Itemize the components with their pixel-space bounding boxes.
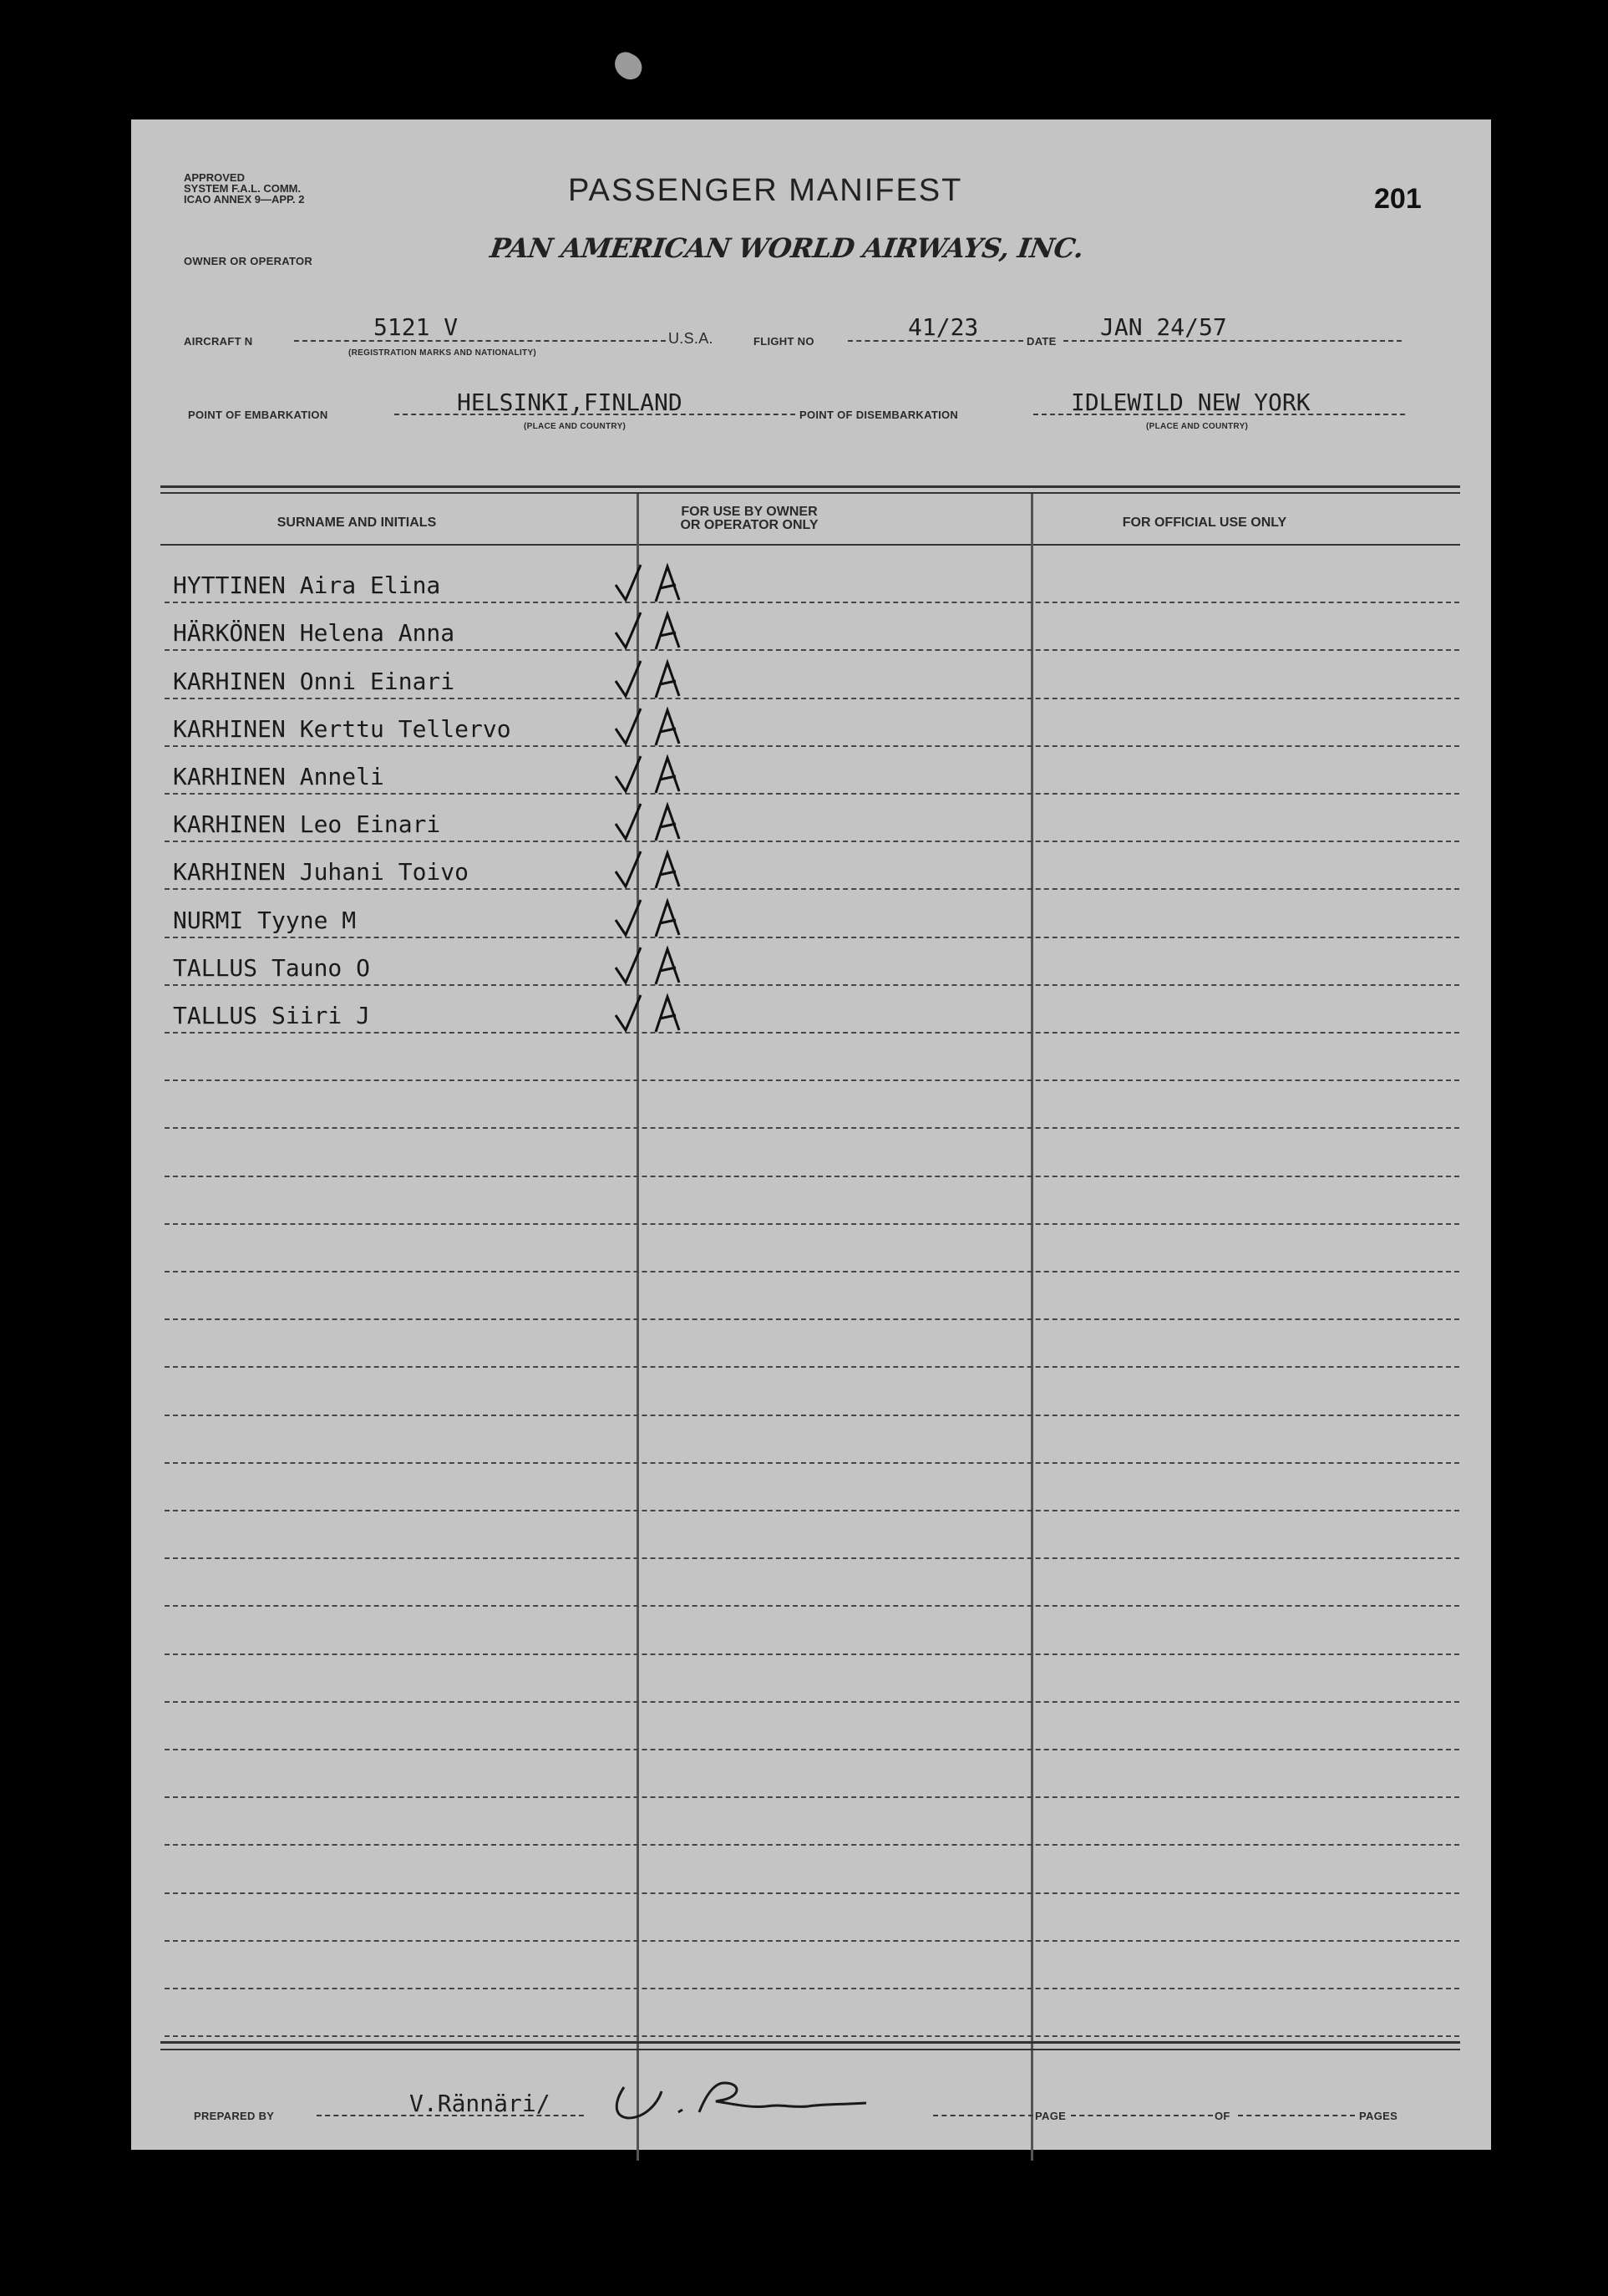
date-label: DATE: [1027, 335, 1057, 348]
embarkation-label: POINT OF EMBARKATION: [188, 409, 328, 421]
of-label: OF: [1215, 2110, 1230, 2122]
passenger-name: KARHINEN Anneli: [173, 763, 384, 790]
signature: [599, 2066, 875, 2129]
table-bottom-rule: [160, 2041, 1460, 2044]
table-row-line: [165, 1557, 1459, 1559]
table-row-line: [165, 1415, 1459, 1416]
pages-label: PAGES: [1359, 2110, 1398, 2122]
col-owner-header-1: FOR USE BY OWNER: [681, 505, 818, 519]
check-mark-icon: [607, 799, 699, 846]
table-row-line: [165, 1796, 1459, 1798]
check-mark-icon: [607, 990, 699, 1037]
passenger-name: TALLUS Tauno O: [173, 954, 371, 982]
owner-label: OWNER OR OPERATOR: [184, 255, 313, 267]
passenger-name: NURMI Tyyne M: [173, 907, 357, 934]
page-label: PAGE: [1035, 2110, 1067, 2122]
ink-blot: [610, 48, 646, 84]
flight-label: FLIGHT NO: [753, 335, 814, 348]
passenger-name: KARHINEN Juhani Toivo: [173, 858, 469, 886]
table-row-line: [165, 1844, 1459, 1846]
header-rule: [160, 544, 1460, 546]
table-row-line: [165, 1176, 1459, 1177]
company-name: PAN AMERICAN WORLD AIRWAYS, INC.: [488, 232, 1086, 264]
table-row-line: [165, 1749, 1459, 1750]
aircraft-label: AIRCRAFT N: [184, 335, 253, 348]
col-official-header: FOR OFFICIAL USE ONLY: [1122, 516, 1287, 530]
table-row-line: [165, 1271, 1459, 1272]
approved-line: APPROVED: [184, 171, 245, 184]
of-line: [1071, 2115, 1213, 2116]
prepared-label: PREPARED BY: [194, 2110, 275, 2122]
table-row-line: [165, 1032, 1459, 1034]
approval-stamp: [184, 172, 305, 205]
disembarkation-label: POINT OF DISEMBARKATION: [799, 409, 959, 421]
table-top-rule: [160, 485, 1460, 488]
table-row-line: [165, 1079, 1459, 1081]
approved-line: ICAO ANNEX 9—APP. 2: [184, 193, 305, 206]
passenger-name: HYTTINEN Aira Elina: [173, 571, 441, 599]
usa-label: U.S.A.: [668, 330, 713, 347]
table-row-line: [165, 1940, 1459, 1942]
passenger-name: KARHINEN Onni Einari: [173, 668, 455, 695]
passenger-name: KARHINEN Kerttu Tellervo: [173, 715, 511, 743]
table-row-line: [165, 1605, 1459, 1607]
table-row-line: [165, 698, 1459, 699]
table-row-line: [165, 1988, 1459, 1989]
table-row-line: [165, 841, 1459, 842]
check-mark-icon: [607, 656, 699, 703]
table-row-line: [165, 1653, 1459, 1655]
page-line: [933, 2115, 1033, 2116]
table-row-line: [165, 745, 1459, 747]
date-value: JAN 24/57: [1100, 313, 1227, 341]
check-mark-icon: [607, 895, 699, 942]
table-row-line: [165, 1318, 1459, 1320]
check-mark-icon: [607, 607, 699, 654]
passenger-name: KARHINEN Leo Einari: [173, 810, 441, 838]
passenger-name: HÄRKÖNEN Helena Anna: [173, 619, 455, 647]
check-mark-icon: [607, 942, 699, 989]
table-row-line: [165, 1462, 1459, 1464]
table-row-line: [165, 937, 1459, 938]
flight-value: 41/23: [908, 313, 979, 341]
table-bottom-rule-2: [160, 2049, 1460, 2050]
table-row-line: [165, 649, 1459, 651]
table-row-line: [165, 1223, 1459, 1225]
aircraft-line: [294, 340, 666, 342]
check-mark-icon: [607, 560, 699, 607]
check-mark-icon: [607, 751, 699, 798]
approved-line: SYSTEM F.A.L. COMM.: [184, 182, 302, 195]
place-caption-2: (PLACE AND COUNTRY): [1146, 422, 1249, 431]
place-caption: (PLACE AND COUNTRY): [524, 422, 626, 431]
table-row-line: [165, 1510, 1459, 1511]
table-row-line: [165, 1892, 1459, 1894]
passenger-name: TALLUS Siiri J: [173, 1002, 371, 1029]
table-row-line: [165, 984, 1459, 986]
page-title: PASSENGER MANIFEST: [568, 173, 963, 208]
page-number: 201: [1374, 183, 1422, 215]
prepared-value: V.Rännäri/: [409, 2090, 550, 2117]
check-mark-icon: [607, 846, 699, 893]
manifest-form: [131, 119, 1491, 2150]
table-row-line: [165, 1127, 1459, 1129]
check-mark-icon: [607, 704, 699, 750]
table-row-line: [165, 793, 1459, 795]
disembarkation-value: IDLEWILD NEW YORK: [1071, 389, 1311, 416]
table-row-line: [165, 1701, 1459, 1703]
col-surname-header: SURNAME AND INITIALS: [276, 516, 437, 530]
column-divider-2: [1031, 494, 1033, 2161]
pages-line: [1238, 2115, 1355, 2116]
aircraft-value: 5121 V: [373, 313, 459, 341]
registration-caption: (REGISTRATION MARKS AND NATIONALITY): [348, 348, 537, 358]
table-row-line: [165, 888, 1459, 890]
col-owner-header-2: OR OPERATOR ONLY: [680, 518, 819, 532]
table-row-line: [165, 602, 1459, 603]
table-row-line: [165, 2035, 1459, 2037]
embarkation-value: HELSINKI,FINLAND: [457, 389, 682, 416]
table-top-rule-2: [160, 492, 1460, 494]
table-row-line: [165, 1366, 1459, 1368]
